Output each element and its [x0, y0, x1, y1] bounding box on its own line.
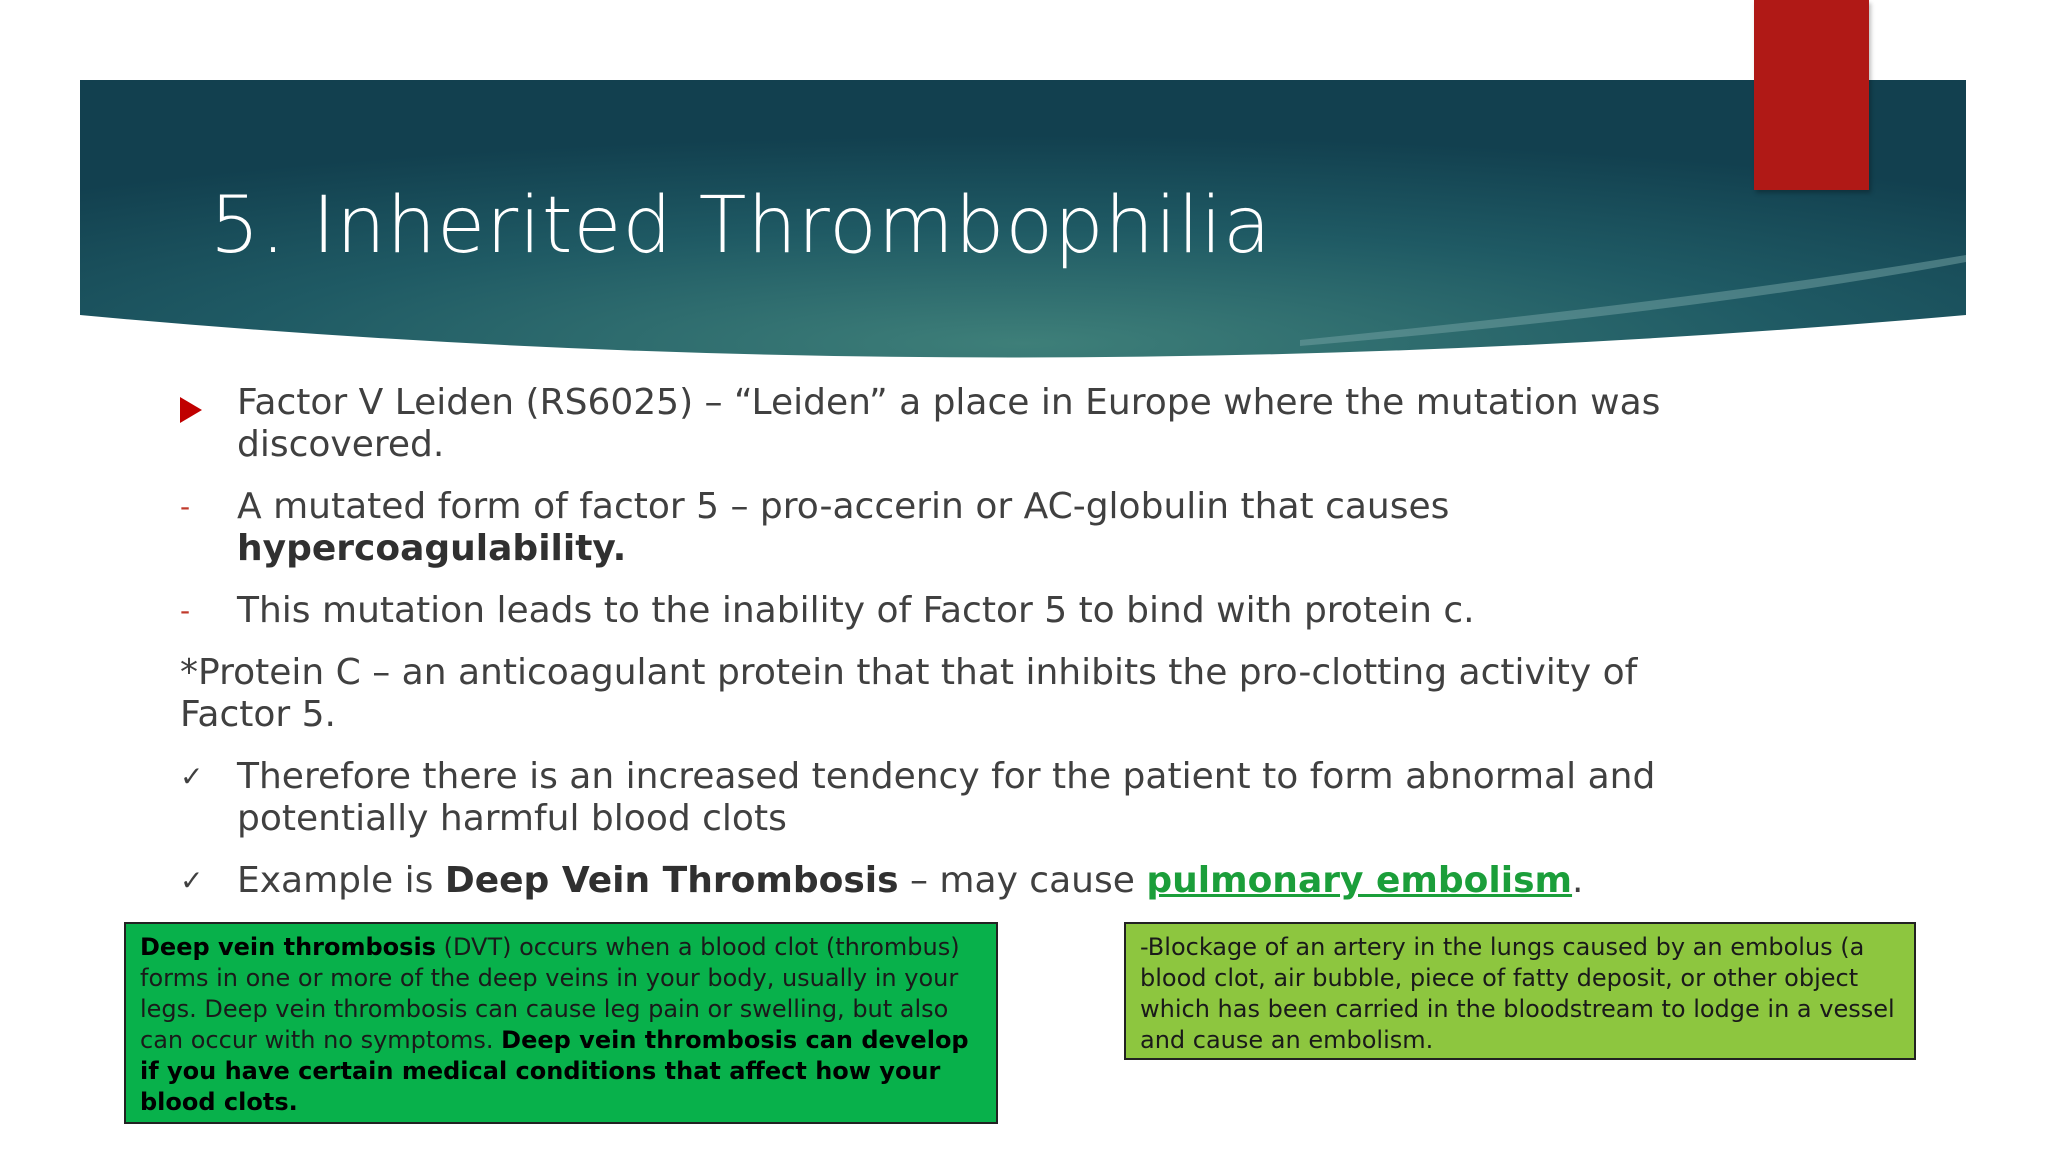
bullet-dvt-example [180, 860, 1740, 902]
bullet-text: This mutation leads to the inability of Factor 5 to bind with protein c. [237, 590, 1475, 631]
pe-box-text: -Blockage of an artery in the lungs caused by an embolus (a blood clot, air bubble, piece of fatty deposit, or other object which has been carried in the bloodstream to lodge in a vessel and cause an embolism. [1140, 933, 1895, 1054]
checkmark-icon: ✓ [180, 760, 204, 793]
checkmark-icon: ✓ [180, 864, 204, 897]
bullet-middle: – may cause [898, 860, 1147, 901]
bullet-factor-v-leiden [180, 382, 1740, 466]
dash-bullet: - [180, 490, 191, 523]
note-text: *Protein C – an anticoagulant protein that that inhibits the pro-clotting activity of Factor 5. [180, 652, 1638, 735]
pe-definition-box [1124, 922, 1916, 1060]
bullet-text: A mutated form of factor 5 – pro-accerin or AC-globulin that causes [237, 486, 1450, 527]
bullet-bold-term: hypercoagulability. [237, 528, 627, 569]
bullet-text: Factor V Leiden (RS6025) – “Leiden” a place in Europe where the mutation was discovered. [237, 382, 1661, 465]
dvt-definition-box [124, 922, 998, 1124]
dvt-box-text: (DVT) occurs when a blood clot (thrombus) forms in one or more of the deep veins in your body, usually in your legs. Deep vein thrombosis can cause leg pain or swelling, but also can occur with no symptoms. [140, 933, 960, 1054]
red-accent-tab [1754, 0, 1869, 190]
bullet-text: Therefore there is an increased tendency for the patient to form abnormal and potentially harmful blood clots [237, 756, 1656, 839]
red-triangle-bullet-icon [180, 397, 202, 423]
dash-bullet: - [180, 594, 191, 627]
bullet-clot-tendency [180, 756, 1740, 840]
dvt-box-bold-text: Deep vein thrombosis can develop if you have certain medical conditions that affect how your blood clots. [140, 1026, 969, 1116]
pulmonary-embolism-link[interactable]: pulmonary embolism [1146, 860, 1573, 901]
slide-title: 5. Inherited Thrombophilia [210, 181, 1272, 271]
protein-c-note [180, 652, 1740, 736]
bullet-list [180, 382, 1740, 922]
dvt-box-bold-term: Deep vein thrombosis [140, 933, 436, 961]
bullet-suffix: . [1572, 860, 1584, 901]
bullet-mutated-factor [180, 486, 1740, 570]
bullet-prefix: Example is [237, 860, 445, 901]
bullet-protein-c-binding [180, 590, 1740, 632]
dvt-term: Deep Vein Thrombosis [444, 860, 899, 901]
